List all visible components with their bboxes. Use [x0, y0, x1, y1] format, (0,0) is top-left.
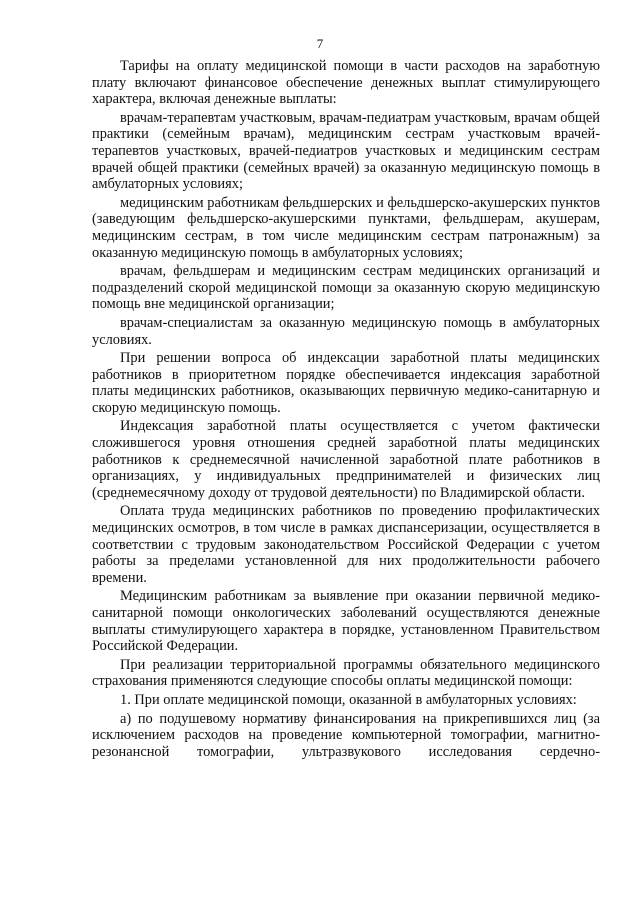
paragraph-outpatient-payment: 1. При оплате медицинской помощи, оказанной в амбулаторных условиях: [120, 691, 577, 708]
paragraph-salary-indexation-priority: При решении вопроса об индексации заработной платы медицинских работников в приоритетном порядке обеспечивается индексация заработной платы медицинских работников, оказывающих первичную медико-санитарную и скорую медицинскую помощь. [92, 350, 600, 416]
paragraph-district-doctors: врачам-терапевтам участковым, врачам-педиатрам участковым, врачам общей практики (семейным врачам), медицинским сестрам участковым врачей-терапевтов участковых, врачей-педиатров участковых и медицинским сестрам врачей общей практики (семейных врачей) за оказанную медицинскую помощь в амбулаторных условиях; [92, 109, 600, 193]
paragraph-emergency-care: врачам, фельдшерам и медицинским сестрам медицинских организаций и подразделений скорой медицинской помощи за оказанную скорую медицинскую помощь вне медицинской организации; [92, 263, 600, 313]
paragraph-salary-indexation: Индексация заработной платы осуществляется с учетом фактически сложившегося уровня отношения средней заработной платы медицинских работников к среднемесячной начисленной заработной плате работников в организациях, у индивидуальных предпринимателей и физических лиц (среднемесячному доходу от трудовой деятельности) по Владимирской области. [92, 418, 600, 501]
paragraph-feldsher-points: медицинским работникам фельдшерских и фельдшерско-акушерских пунктов (заведующим фельдшерско-акушерскими пунктами, фельдшерам, акушерам, медицинским сестрам, в том числе медицинским сестрам патронажным) за оказанную медицинскую помощь в амбулаторных условиях; [92, 194, 600, 261]
page-number: 7 [316, 36, 324, 51]
document-body [92, 58, 600, 762]
paragraph-preventive-exams-pay: Оплата труда медицинских работников по проведению профилактических медицинских осмотров, в том числе в рамках диспансеризации, осуществляется в соответствии с трудовым законодательством Российской Федерации с учетом работы за пределами установленной для них продолжительности рабочего времени. [92, 503, 600, 586]
paragraph-oncology-bonus: Медицинским работникам за выявление при оказании первичной медико-санитарной помощи онкологических заболеваний осуществляются денежные выплаты стимулирующего характера в порядке, установленном Правительством Российской Федерации. [92, 588, 600, 655]
paragraph-per-capita-standard: а) по подушевому нормативу финансирования на прикрепившихся лиц (за исключением расходов на проведение компьютерной томографии, магнитно-резонансной томографии, ультразвукового исследования сердечно- [92, 710, 600, 760]
paragraph-tariffs-intro: Тарифы на оплату медицинской помощи в части расходов на заработную плату включают финансовое обеспечение денежных выплат стимулирующего характера, включая денежные выплаты: [92, 58, 600, 108]
paragraph-specialists: врачам-специалистам за оказанную медицинскую помощь в амбулаторных условиях. [92, 314, 600, 348]
paragraph-payment-methods: При реализации территориальной программы обязательного медицинского страхования применяются следующие способы оплаты медицинской помощи: [92, 656, 600, 690]
